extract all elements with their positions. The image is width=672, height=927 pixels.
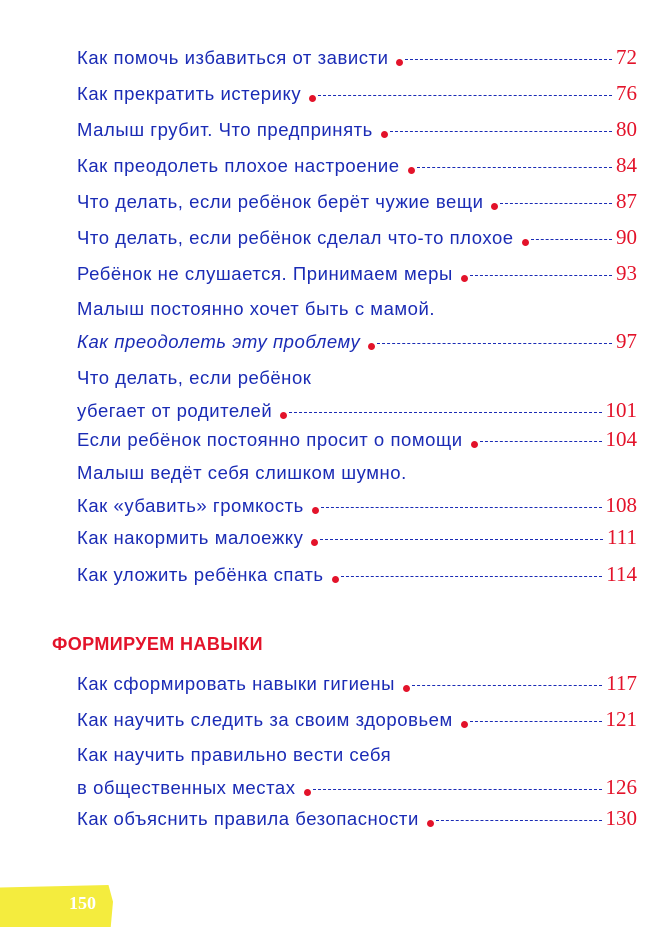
toc-entry: [77, 116, 637, 148]
bullet-dot-icon: [427, 820, 434, 827]
dotted-leader: [470, 721, 602, 722]
bullet-dot-icon: [522, 239, 529, 246]
bullet-dot-icon: [471, 441, 478, 448]
toc-entry: [77, 742, 637, 806]
toc-entry-title: Как прекратить истерику: [77, 83, 302, 104]
toc-page-number: 111: [607, 525, 637, 549]
page-number-highlight: [0, 885, 113, 927]
toc-entry-title: Как помочь избавиться от зависти: [77, 47, 389, 68]
toc-entry-title: Как объяснить правила безопасности: [77, 808, 419, 829]
bullet-dot-icon: [280, 412, 287, 419]
dotted-leader: [341, 576, 603, 577]
toc-entry-title: в общественных местах: [77, 777, 296, 798]
toc-page-number: 72: [616, 45, 637, 69]
bullet-dot-icon: [368, 343, 375, 350]
bullet-dot-icon: [311, 539, 318, 546]
bullet-dot-icon: [332, 576, 339, 583]
toc-entry: [77, 561, 637, 593]
toc-entry: [77, 44, 637, 76]
dotted-leader: [405, 59, 612, 60]
dotted-leader: [289, 412, 601, 413]
toc-page-number: 87: [616, 189, 637, 213]
toc-entry-title: Ребёнок не слушается. Принимаем меры: [77, 263, 453, 284]
bullet-dot-icon: [461, 275, 468, 282]
toc-page-number: 97: [616, 329, 637, 353]
toc-entry: [77, 260, 637, 292]
bullet-dot-icon: [461, 721, 468, 728]
toc-entry: [77, 80, 637, 112]
toc-page-number: 126: [605, 775, 637, 799]
toc-entry: [77, 188, 637, 220]
dotted-leader: [417, 167, 612, 168]
dotted-leader: [480, 441, 602, 442]
bullet-dot-icon: [309, 95, 316, 102]
toc-entry: [77, 224, 637, 256]
toc-entry: [77, 706, 637, 738]
toc-entry-title: Как уложить ребёнка спать: [77, 564, 324, 585]
toc-entry-title: Что делать, если ребёнок берёт чужие вещи: [77, 191, 484, 212]
toc-entry-title: Как сформировать навыки гигиены: [77, 673, 395, 694]
toc-page-number: 117: [606, 671, 637, 695]
bullet-dot-icon: [491, 203, 498, 210]
toc-entry-title: Если ребёнок постоянно просит о помощи: [77, 429, 463, 450]
dotted-leader: [321, 507, 602, 508]
toc-entry-title: Как научить следить за своим здоровьем: [77, 709, 453, 730]
toc-page-number: 114: [606, 562, 637, 586]
dotted-leader: [470, 275, 612, 276]
toc-entry-title-line: Малыш постоянно хочет быть с мамой.: [77, 298, 436, 319]
dotted-leader: [390, 131, 612, 132]
toc-entry-title: убегает от родителей: [77, 400, 273, 421]
toc-page-number: 90: [616, 225, 637, 249]
dotted-leader: [377, 343, 612, 344]
toc-entry: [77, 460, 637, 524]
toc-entry-title: Как «убавить» громкость: [77, 495, 304, 516]
toc-entry-title: Как преодолеть плохое настроение: [77, 155, 400, 176]
bullet-dot-icon: [381, 131, 388, 138]
bullet-dot-icon: [312, 507, 319, 514]
toc-page-number: 76: [616, 81, 637, 105]
bullet-dot-icon: [403, 685, 410, 692]
section-heading: ФОРМИРУЕМ НАВЫКИ: [52, 634, 263, 654]
toc-page-number: 101: [605, 398, 637, 422]
toc-page-number: 121: [605, 707, 637, 731]
toc-entry-title: Что делать, если ребёнок сделал что-то плохое: [77, 227, 514, 248]
toc-entry-title-line: Что делать, если ребёнок: [77, 367, 312, 388]
toc-entry-title-line: Как научить правильно вести себя: [77, 744, 392, 765]
dotted-leader: [412, 685, 602, 686]
bullet-dot-icon: [396, 59, 403, 66]
toc-entry: [77, 524, 637, 556]
toc-entry: [77, 296, 637, 360]
toc-entry: [77, 805, 637, 837]
dotted-leader: [436, 820, 602, 821]
toc-entry: [77, 365, 637, 429]
toc-page-number: 108: [605, 493, 637, 517]
dotted-leader: [500, 203, 612, 204]
dotted-leader: [531, 239, 612, 240]
dotted-leader: [313, 789, 602, 790]
toc-entry: [77, 670, 637, 702]
toc-page-number: 130: [605, 806, 637, 830]
toc-entry-title-line: Малыш ведёт себя слишком шумно.: [77, 462, 407, 483]
toc-page-number: 80: [616, 117, 637, 141]
page-number: 150: [69, 893, 96, 913]
bullet-dot-icon: [304, 789, 311, 796]
bullet-dot-icon: [408, 167, 415, 174]
dotted-leader: [320, 539, 603, 540]
toc-page-number: 104: [605, 427, 637, 451]
toc-entry-title: Малыш грубит. Что предпринять: [77, 119, 373, 140]
toc-entry-title: Как преодолеть эту проблему: [77, 331, 361, 352]
toc-entry: [77, 152, 637, 184]
toc-page-number: 84: [616, 153, 637, 177]
dotted-leader: [318, 95, 612, 96]
toc-page-number: 93: [616, 261, 637, 285]
toc-entry-title: Как накормить малоежку: [77, 527, 304, 548]
toc-entry: [77, 426, 637, 458]
